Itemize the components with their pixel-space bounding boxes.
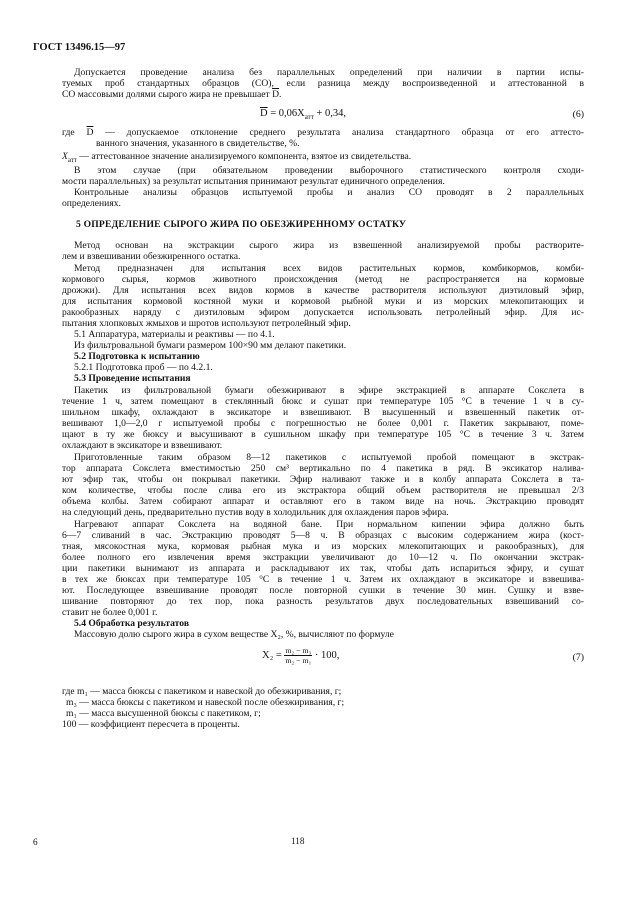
formula-7-denominator: m₂ − m₁ xyxy=(285,656,312,665)
s5-p3-line: Пакетик из фильтровальной бумаги обезжиривают в эфире экстракцией в аппарате Сокслета в xyxy=(74,385,584,396)
intro-line-last: СО массовыми долями сырого жира не превышает $\overline{D}$. xyxy=(62,89,282,100)
s5-p2-line: Метод предназначен для испытания всех видов растительных кормов, комбикормов, комби- xyxy=(74,263,584,274)
s5-p5-line: Нагревают аппарат Сокслета на водяной бане. При нормальном кипении эфира должно быть xyxy=(74,519,584,530)
s5-1b-line: Из фильтровальной бумаги размером 100×90 мм делают пакетики. xyxy=(74,340,347,351)
formula-7-tail: · 100, xyxy=(312,649,340,661)
section-5-title: 5 ОПРЕДЕЛЕНИЕ СЫРОГО ЖИРА ПО ОБЕЗЖИРЕННОМУ ОСТАТКУ xyxy=(76,219,407,230)
xatt-symbol: X xyxy=(62,151,68,162)
formula-7-lhs: X₂ = xyxy=(262,649,285,661)
where-line: ванного значения, указанного в свидетельстве, %. xyxy=(96,138,300,149)
s5-2-1-line: 5.2.1 Подготовка проб — по 4.2.1. xyxy=(74,362,213,373)
s5-p5-line: шивание повторяют до тех пор, пока разность результатов двух последовательных взвешиваний со- xyxy=(62,596,584,607)
s5-p5-line: тная, мясокостная мука, кормовая рыбная мука и из морских млекопитающих и ракообразных), для xyxy=(62,541,584,552)
s5-p4-line: тор аппарата Сокслета вместимостью 250 см³ вертикально по 4 пакетика в ряд. В эксикатор налива- xyxy=(62,463,584,474)
s5-p3-line: шильном шкафу, охлаждают в эксикаторе и взвешивают. В высушенный и взвешенный пакетик от- xyxy=(62,407,584,418)
case-line: В этом случае (при обязательном проведении выборочного статистического контроля сходи- xyxy=(74,165,584,176)
s5-p5-line: ставит не более 0,001 г. xyxy=(62,607,158,618)
equation-number-6: (6) xyxy=(572,109,584,120)
s5-p5-line: ют. Последующее взвешивание проводят после повторной сушки в течение 30 мин. Сушку и взве- xyxy=(62,585,584,596)
subsection-5-3-title: 5.3 Проведение испытания xyxy=(74,373,191,384)
s5-p1-line: лем и взвешивании обезжиренного остатка. xyxy=(62,251,241,262)
formula-7-numerator: m₂ − m₃ xyxy=(285,646,312,655)
formula-7-fraction xyxy=(284,646,312,665)
equation-number-7: (7) xyxy=(572,652,584,663)
s5-p3-line: течение 1 ч, затем помещают в стеклянный бюкс и сушат при температуре 105 °С в течение 1 ч в су- xyxy=(62,396,584,407)
where-line: где $\overline{D}$ — допускаемое отклонение среднего результата анализа стандартного образца от его аттесто- xyxy=(62,127,584,138)
s5-p5-line: 6—7 сливаний в час. Экстракцию проводят 5—8 ч. В образцах с высоким содержанием жира (кост- xyxy=(62,530,584,541)
s5-p6-line: Массовую долю сырого жира в сухом веществе X₂, %, вычисляют по формуле xyxy=(74,629,394,640)
s5-p5-line: ции пакетики вынимают из аппарата и раскладывают их так, чтобы дать испариться эфиру, и сушат xyxy=(62,563,584,574)
formula-6-lhs: $\overline{D}$ xyxy=(260,108,268,119)
s5-p2-line: дрожжи). Для испытания всех видов кормов в качестве растворителя используют диэтиловый эфир, xyxy=(62,285,584,296)
s5-p3-line: вешивают 1,0—2,0 г испытуемой пробы с погрешностью не более 0,001 г. Пакетик закрывают, поме- xyxy=(62,418,584,429)
page-number-center: 118 xyxy=(291,836,305,846)
s5-p5-line: более полного его извлечения время экстракции увеличивают до 10—12 ч. По окончании экстрак- xyxy=(62,552,584,563)
intro-line: туемых проб стандартных образцов (СО), если разница между воспроизведенной и аттестованной в xyxy=(62,78,584,89)
where7-line: где m₁ — масса бюксы с пакетиком и навеской до обезжиривания, г; xyxy=(62,686,342,697)
s5-p4-line: Приготовленные таким образом 8—12 пакетиков с испытуемой пробой помещают в экстрак- xyxy=(74,452,584,463)
s5-p4-line: ком количестве, чтобы после слива его из экстрактора общий объем растворителя не превышал 2/3 xyxy=(62,485,584,496)
case-line: мости параллельных) за результат испытания принимают результат единичного определения. xyxy=(62,176,445,187)
intro-line: Допускается проведение анализа без параллельных определений при наличии в партии испы- xyxy=(74,67,584,78)
subsection-5-4-title: 5.4 Обработка результатов xyxy=(74,618,190,629)
s5-p2-line: для испытания кормовой костяной муки и кормовой рыбной муки и из морских млекопитающих и xyxy=(62,296,584,307)
where7-line: m₃ — масса бюксы с пакетиком и навеской после обезжиривания, г; xyxy=(66,697,345,708)
s5-p1-line: Метод основан на экстракции сырого жира из взвешенной анализируемой пробы растворите- xyxy=(74,240,584,251)
formula-6-rhs: = 0,06X xyxy=(267,108,305,119)
case-line: Контрольные анализы образцов испытуемой пробы и анализ СО проводят в 2 параллельных xyxy=(74,187,584,198)
s5-p3-line: щают в ту же бюксу и высушивают в сушильном шкафу при температуре 105 °С в течение 3 ч. Затем xyxy=(62,429,584,440)
formula-6-tail: + 0,34, xyxy=(313,108,346,119)
page-number-left: 6 xyxy=(33,837,38,847)
s5-p2-line: пытания хлопковых жмыхов и шротов используют петролейный эфир. xyxy=(62,318,351,329)
document-header: ГОСТ 13496.15—97 xyxy=(33,42,126,53)
s5-p2-line: ракообразных наряду с диэтиловым эфиром допускается использовать петролейный эфир. Для ис- xyxy=(62,307,584,318)
formula-7 xyxy=(262,646,339,665)
page-body xyxy=(62,0,584,913)
formula-6 xyxy=(260,108,346,123)
where7-line: 100 — коэффициент пересчета в проценты. xyxy=(62,719,240,730)
xatt-sub: атт xyxy=(67,155,77,164)
subsection-5-2-title: 5.2 Подготовка к испытанию xyxy=(74,351,200,362)
s5-p4-line: ют эфир так, чтобы он покрывал пакетики. Эфир наливают также и в колбу аппарата Сокслета в та- xyxy=(62,474,584,485)
s5-p4-line: объема колбы. Затем собирают аппарат и оставляют его в таком виде на ночь. Экстракцию проводят xyxy=(62,496,584,507)
where7-line: m₁ — масса высушенной бюксы с пакетиком, г; xyxy=(66,708,261,719)
where-line-xatt xyxy=(62,151,411,166)
formula-6-sub: атт xyxy=(304,113,314,122)
s5-p3-line: охлаждают в эксикаторе и взвешивают. xyxy=(62,440,223,451)
s5-p5-line: в тех же бюксах при температуре 105 °С в течение 1 ч. Затем их охлаждают в эксикаторе и взвешива- xyxy=(62,574,584,585)
s5-p2-line: кормового сырья, кормов животного происхождения (метод не распространяется на кормовые xyxy=(62,274,584,285)
s5-1-line: 5.1 Аппаратура, материалы и реактивы — по 4.1. xyxy=(74,329,275,340)
case-line: определениях. xyxy=(62,198,121,209)
s5-p4-line: на следующий день, предварительно пустив воду в холодильник для охлаждения паров эфира. xyxy=(62,507,449,518)
xatt-desc: — аттестованное значение анализируемого компонента, взятое из свидетельства. xyxy=(76,151,412,162)
